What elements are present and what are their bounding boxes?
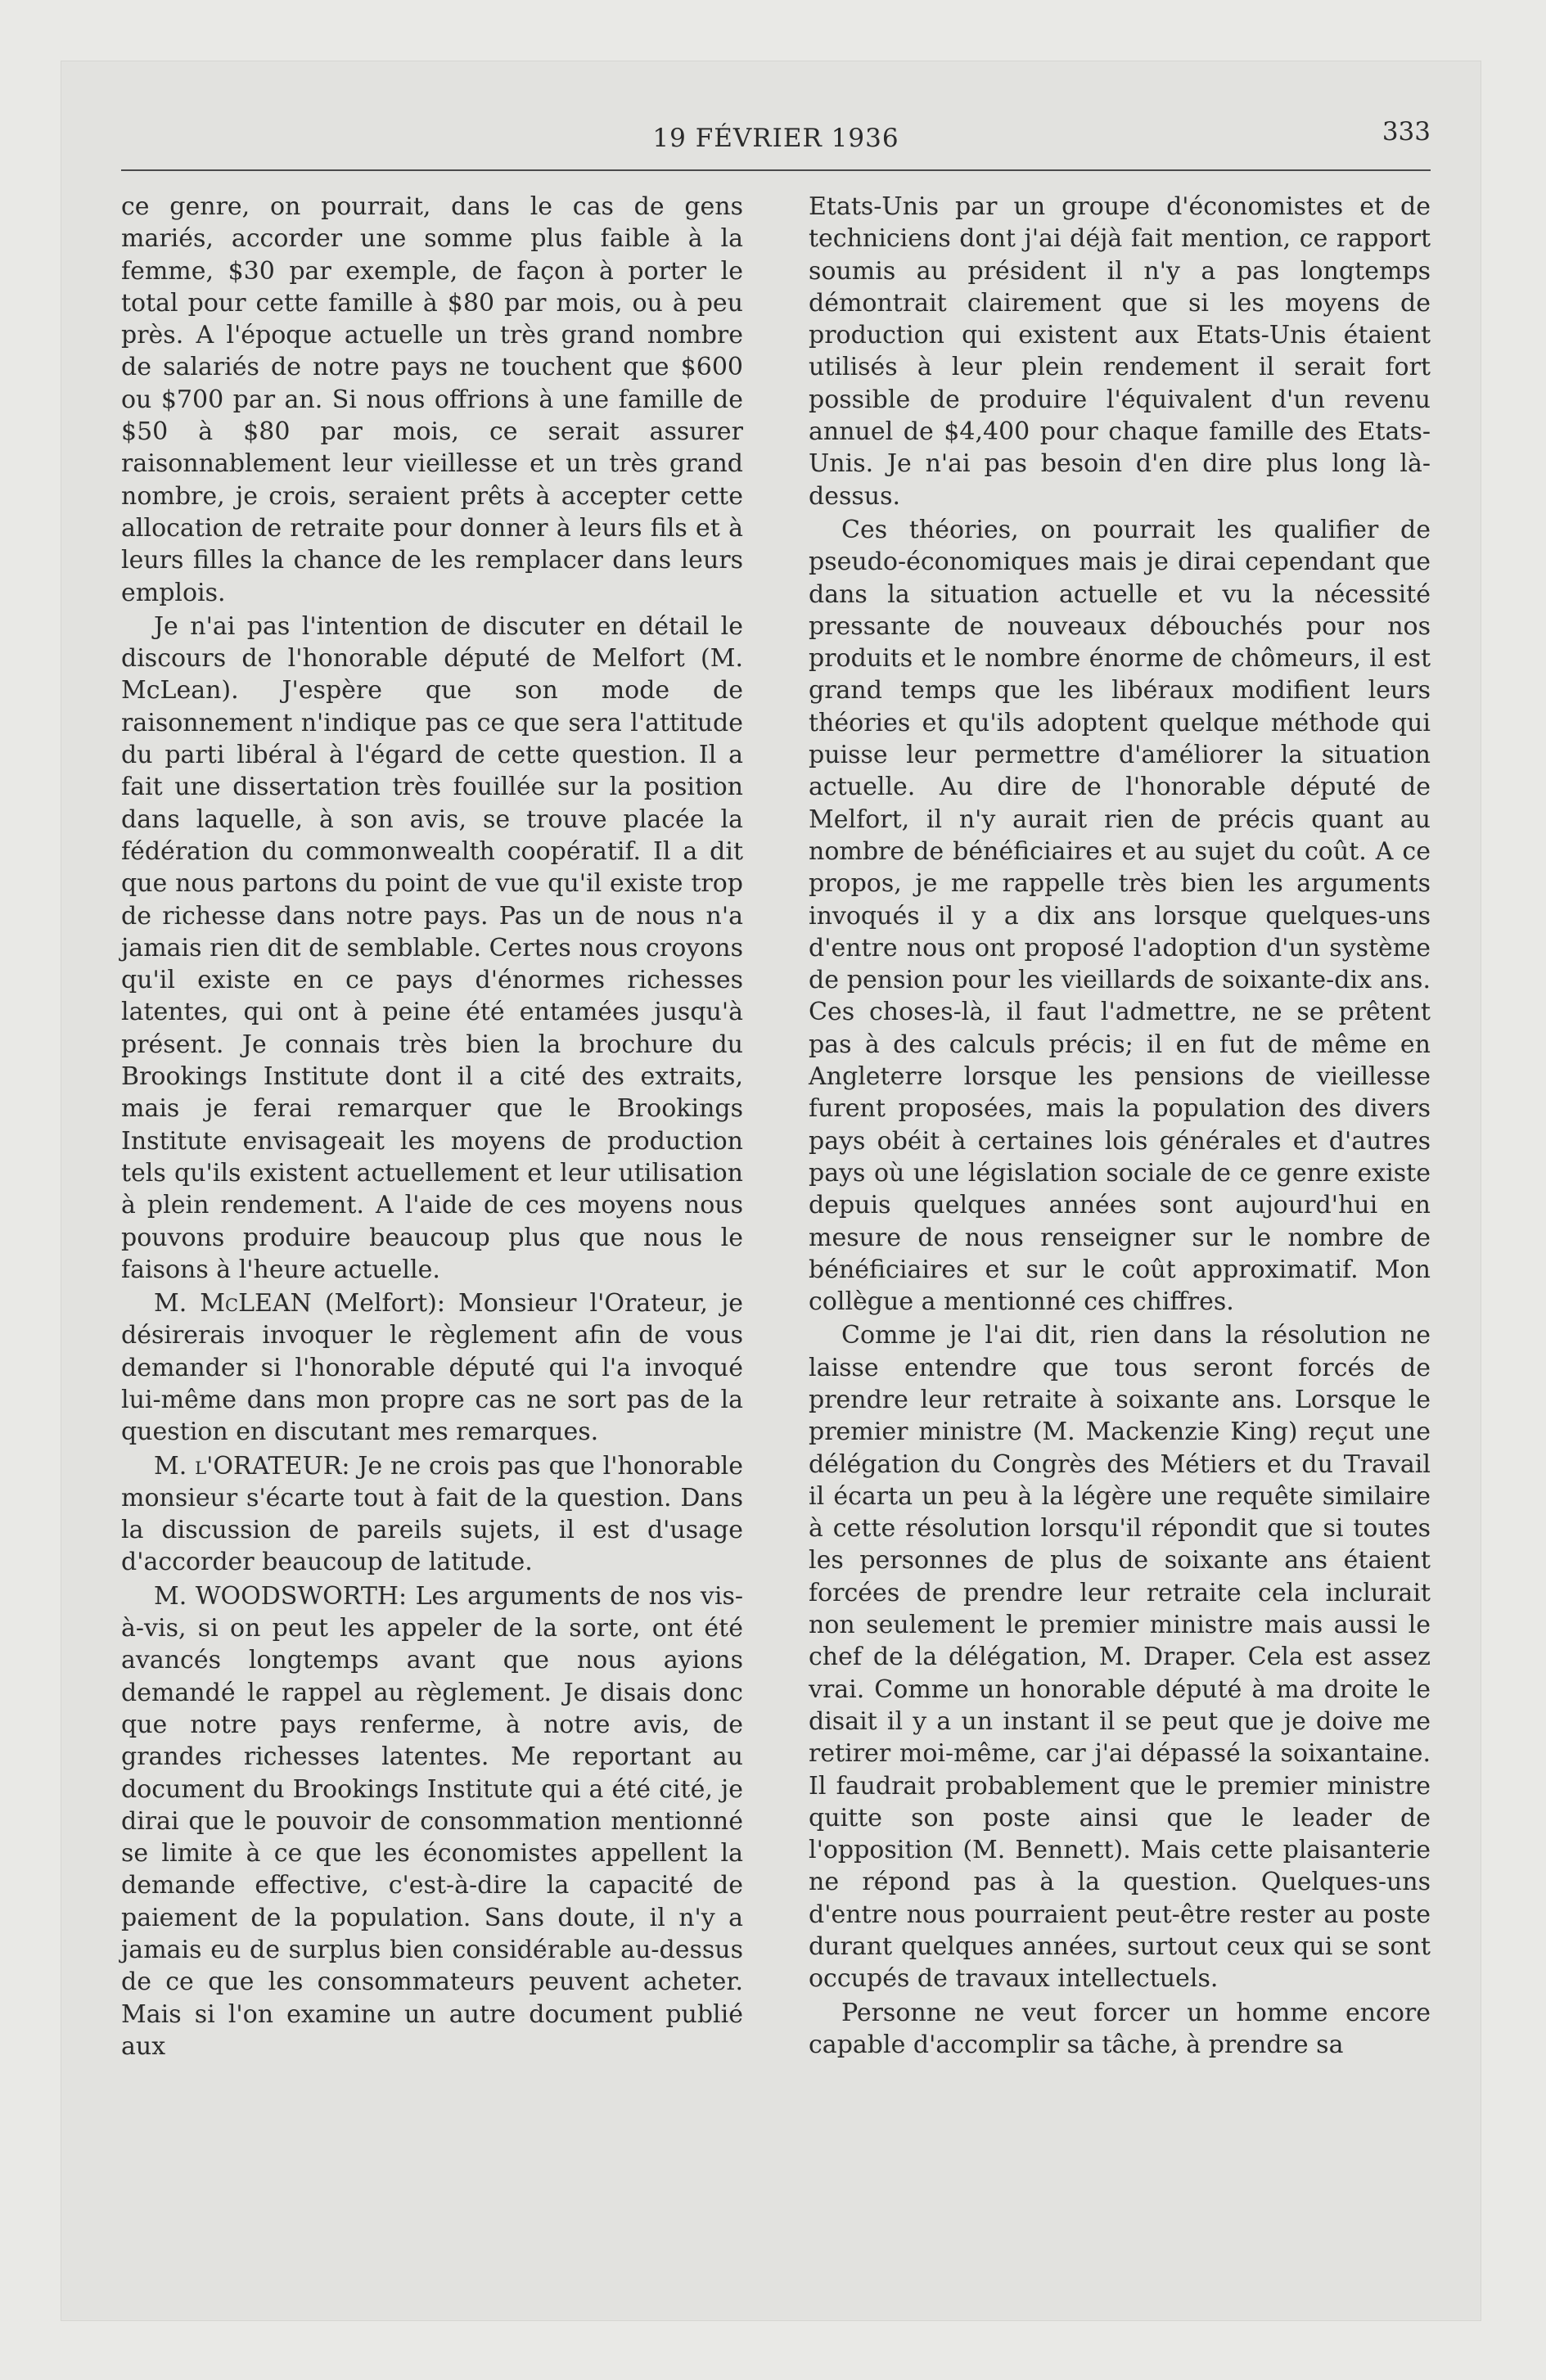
header-date: 19 FÉVRIER 1936 xyxy=(652,124,899,153)
speech-text: (Melfort): Monsieur l'Orateur, je désirerais invoquer le règlement afin de vous demander si l'honorable député qui l'a invoqué lui-même dans mon propre cas ne sort pas de la question en discutant mes remarques. xyxy=(121,1289,743,1447)
speaker-name: M. McLEAN xyxy=(154,1289,312,1318)
paragraph: Etats-Unis par un groupe d'économistes et de techniciens dont j'ai déjà fait mention, ce rapport soumis au président il n'y a pas longtemps démontrait clairement que si les moyens de production qui existent aux Etats-Unis étaient utilisés à leur plein rendement il serait fort possible de produire l'équivalent d'un revenu annuel de $4,400 pour chaque famille des Etats-Unis. Je n'ai pas besoin d'en dire plus long là-dessus. xyxy=(809,192,1431,511)
paragraph: Personne ne veut forcer un homme encore capable d'accomplir sa tâche, à prendre sa xyxy=(809,1998,1431,2059)
document-page xyxy=(121,110,1431,2271)
speech-text: Je ne crois pas que l'honorable monsieur s'écarte tout à fait de la question. Dans la discussion de pareils sujets, il est d'usage d'accorder beaucoup de latitude. xyxy=(121,1451,744,1577)
header-rule xyxy=(121,169,1431,171)
paragraph: ce genre, on pourrait, dans le cas de gens mariés, accorder une somme plus faible à la femme, $30 par exemple, de façon à porter le total pour cette famille à $80 par mois, ou à peu près. A l'époque actuelle un très grand nombre de salariés de notre pays ne touchent que $600 ou $700 par an. Si nous offrions à une famille de $50 à $80 par mois, ce serait assurer raisonnablement leur vieillesse et un très grand nombre, je crois, seraient prêts à accepter cette allocation de retraite pour donner à leurs fils et à leurs filles la chance de les remplacer dans leurs emplois. xyxy=(121,192,743,607)
speech-text: Les arguments de nos vis-à-vis, si on peut les appeler de la sorte, ont été avancés longtemps avant que nous ayions demandé le rappel au règlement. Je disais donc que notre pays renferme, à notre avis, de grandes richesses latentes. Me reportant au document du Brookings Institute qui a été cité, je dirai que le pouvoir de consommation mentionné se limite à ce que les économistes appellent la demande effective, c'est-à-dire la capacité de paiement de la population. Sans doute, il n'y a jamais eu de surplus bien considérable au-dessus de ce que les consommateurs peuvent acheter. Mais si l'on examine un autre document publié aux xyxy=(121,1581,743,2061)
paragraph xyxy=(121,1287,743,1448)
speaker-name: M. l'ORATEUR: xyxy=(154,1451,350,1481)
paragraph xyxy=(121,1580,743,2062)
page-number: 333 xyxy=(1381,117,1431,146)
page-header xyxy=(121,110,1431,169)
paragraph: Ces théories, on pourrait les qualifier de pseudo-économiques mais je dirai cependant que dans la situation actuelle et vu la nécessité pressante de nouveaux débouchés pour nos produits et le nombre énorme de chômeurs, il est grand temps que les libéraux modifient leurs théories et qu'ils adoptent quelque méthode qui puisse leur permettre d'améliorer la situation actuelle. Au dire de l'honorable député de Melfort, il n'y aurait rien de précis quant au nombre de bénéficiaires et au sujet du coût. A ce propos, je me rappelle très bien les arguments invoqués il y a dix ans lorsque quelques-uns d'entre nous ont proposé l'adoption d'un système de pension pour les vieillards de soixante-dix ans. Ces choses-là, il faut l'admettre, ne se prêtent pas à des calculs précis; il en fut de même en Angleterre lorsque les pensions de vieillesse furent proposées, mais la population des divers pays obéit à certaines lois générales et d'autres pays où une législation sociale de ce genre existe depuis quelques années sont aujourd'hui en mesure de nous renseigner sur le nombre de bénéficiaires et sur le coût approximatif. Mon collègue a mentionné ces chiffres. xyxy=(809,515,1431,1317)
speaker-name: M. WOODSWORTH: xyxy=(154,1581,408,1611)
paragraph xyxy=(121,1450,743,1579)
paragraph: Comme je l'ai dit, rien dans la résolution ne laisse entendre que tous seront forcés de prendre leur retraite à soixante ans. Lorsque le premier ministre (M. Mackenzie King) reçut une délégation du Congrès des Métiers et du Travail il écarta un peu à la légère une requête similaire à cette résolution lorsqu'il répondit que si toutes les personnes de plus de soixante ans étaient forcées de prendre leur retraite cela inclurait non seulement le premier ministre mais aussi le chef de la délégation, M. Draper. Cela est assez vrai. Comme un honorable député à ma droite le disait il y a un instant il se peut que je doive me retirer moi-même, car j'ai dépassé la soixantaine. Il faudrait probablement que le premier ministre quitte son poste ainsi que le leader de l'opposition (M. Bennett). Mais cette plaisanterie ne répond pas à la question. Quelques-uns d'entre nous pourraient peut-être rester au poste durant quelques années, surtout ceux qui se sont occupés de travaux intellectuels. xyxy=(809,1321,1431,1994)
left-column xyxy=(121,191,743,2064)
right-column xyxy=(809,191,1431,2062)
paragraph: Je n'ai pas l'intention de discuter en détail le discours de l'honorable député de Melfort (M. McLean). J'espère que son mode de raisonnement n'indique pas ce que sera l'attitude du parti libéral à l'égard de cette question. Il a fait une dissertation très fouillée sur la position dans laquelle, à son avis, se trouve placée la fédération du commonwealth coopératif. Il a dit que nous partons du point de vue qu'il existe trop de richesse dans notre pays. Pas un de nous n'a jamais rien dit de semblable. Certes nous croyons qu'il existe en ce pays d'énormes richesses latentes, qui ont à peine été entamées jusqu'à présent. Je connais très bien la brochure du Brookings Institute dont il a cité des extraits, mais je ferai remarquer que le Brookings Institute envisageait les moyens de production tels qu'ils existent actuellement et leur utilisation à plein rendement. A l'aide de ces moyens nous pouvons produire beaucoup plus que nous le faisons à l'heure actuelle. xyxy=(121,611,743,1284)
